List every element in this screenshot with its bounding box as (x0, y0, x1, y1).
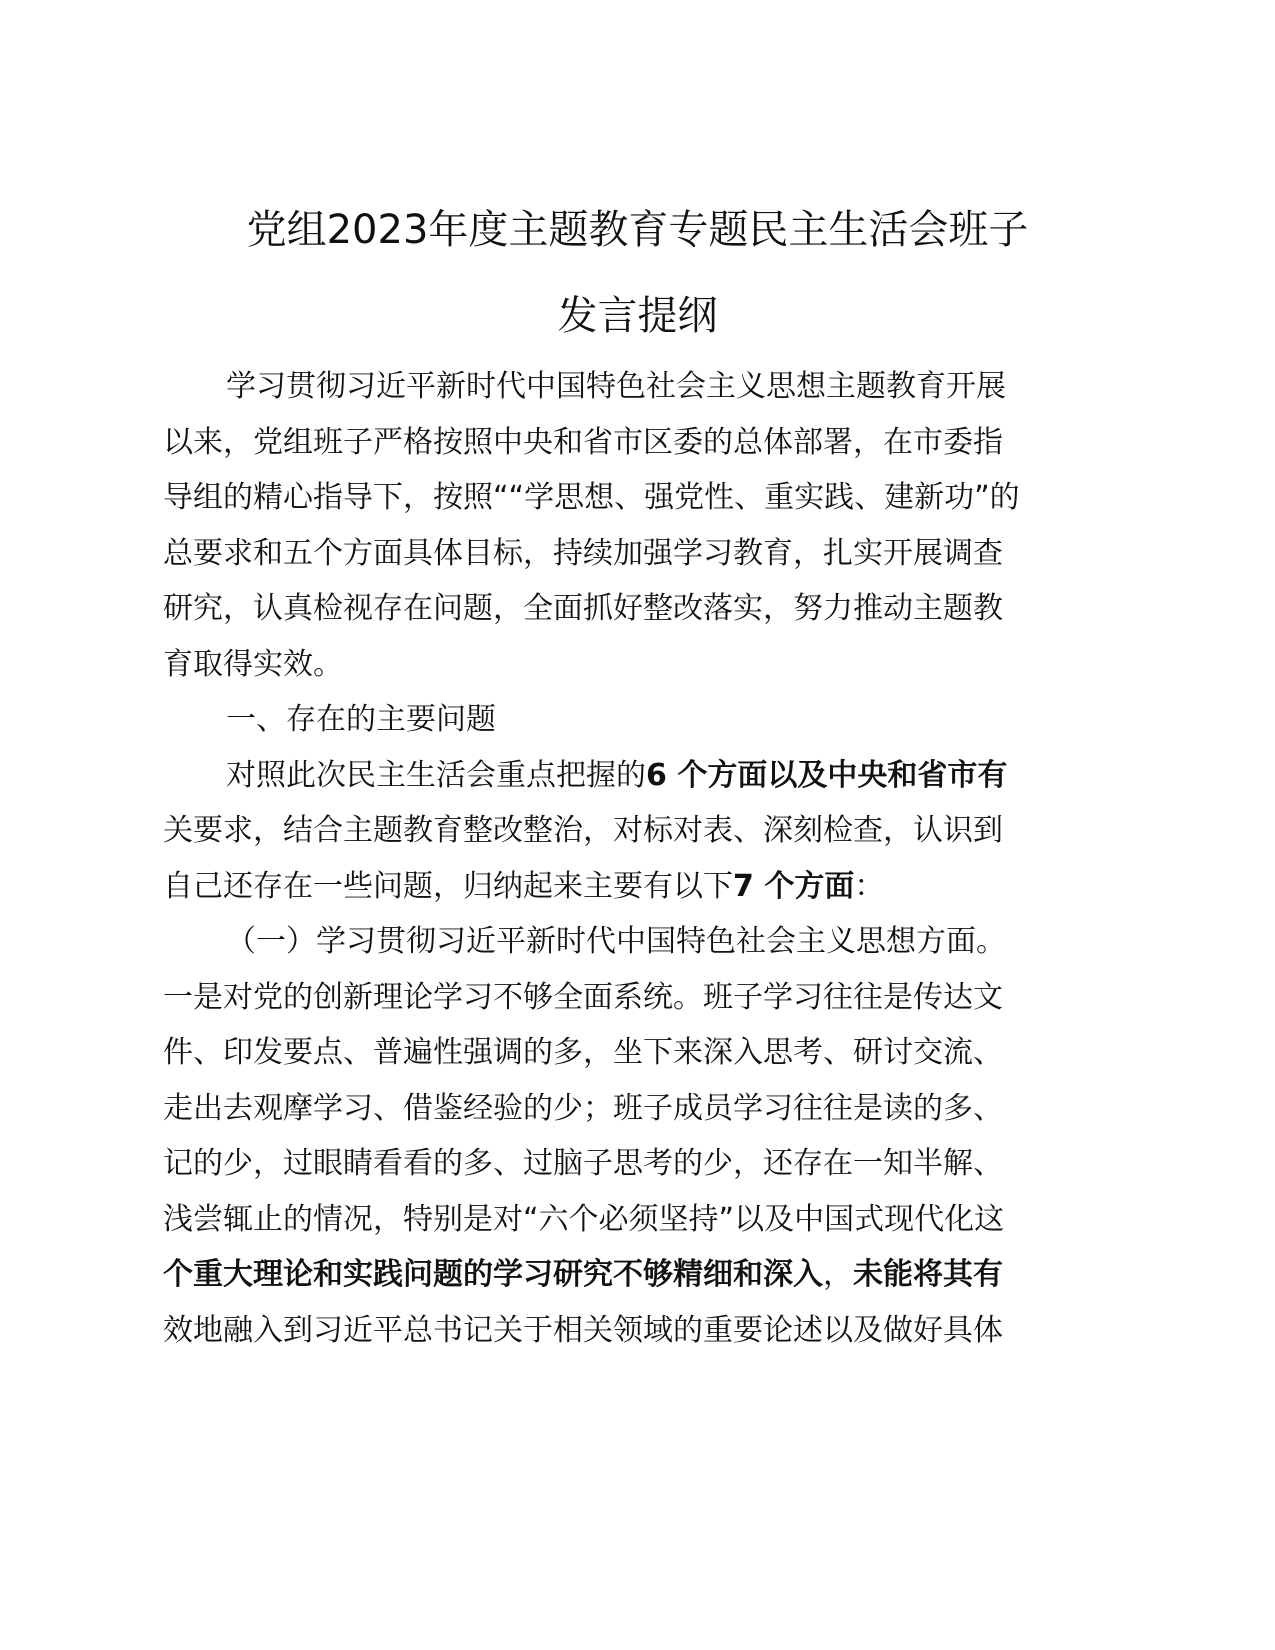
paragraph-text: ， (823, 1257, 853, 1292)
emphasis-text: 未能将其有 (853, 1257, 1003, 1292)
paragraph-line: 导组的精心指导下，按照““学思想、强党性、重实践、建新功”的 (163, 480, 1020, 515)
emphasis-text: 个重大理论和实践问题的学习研究不够精细和深入 (163, 1257, 823, 1292)
paragraph-text: 自己还存在一些问题，归纳起来主要有以下 (163, 869, 733, 904)
section-heading: 一、存在的主要问题 (226, 702, 496, 737)
paragraph-line: （一）学习贯彻习近平新时代中国特色社会主义思想方面。 (226, 924, 1006, 959)
paragraph-line (163, 1256, 1003, 1294)
paragraph-line: 以来，党组班子严格按照中央和省市区委的总体部署，在市委指 (163, 425, 1003, 460)
paragraph-line: 效地融入到习近平总书记关于相关领域的重要论述以及做好具体 (163, 1313, 1003, 1348)
emphasis-text: 6 个方面以及中央和省市有 (646, 758, 1008, 793)
paragraph-line: 件、印发要点、普遍性强调的多，坐下来深入思考、研讨交流、 (163, 1035, 1003, 1070)
paragraph-line: 一是对党的创新理论学习不够全面系统。班子学习往往是传达文 (163, 980, 1003, 1015)
paragraph-text: 对照此次民主生活会重点把握的 (226, 758, 646, 793)
paragraph-line: 记的少，过眼睛看看的多、过脑子思考的少，还存在一知半解、 (163, 1146, 1003, 1181)
paragraph-line (226, 757, 1007, 795)
emphasis-text: 7 个方面 (733, 869, 855, 904)
paragraph-line: 走出去观摩学习、借鉴经验的少；班子成员学习往往是读的多、 (163, 1091, 1003, 1126)
paragraph-text: ： (854, 869, 885, 904)
document-title-line-1: 党组2023年度主题教育专题民主生活会班子 (246, 207, 1029, 253)
paragraph-line: 学习贯彻习近平新时代中国特色社会主义思想主题教育开展 (226, 369, 1006, 404)
paragraph-line: 研究，认真检视存在问题，全面抓好整改落实，努力推动主题教 (163, 591, 1003, 626)
paragraph-line (163, 868, 884, 906)
paragraph-line: 育取得实效。 (163, 647, 343, 682)
paragraph-line: 总要求和五个方面具体目标，持续加强学习教育，扎实开展调查 (163, 536, 1003, 571)
paragraph-line: 浅尝辄止的情况，特别是对“六个必须坚持”以及中国式现代化这 (163, 1202, 1005, 1237)
paragraph-line: 关要求，结合主题教育整改整治，对标对表、深刻检查，认识到 (163, 813, 1003, 848)
document-title-line-2: 发言提纲 (557, 293, 718, 339)
